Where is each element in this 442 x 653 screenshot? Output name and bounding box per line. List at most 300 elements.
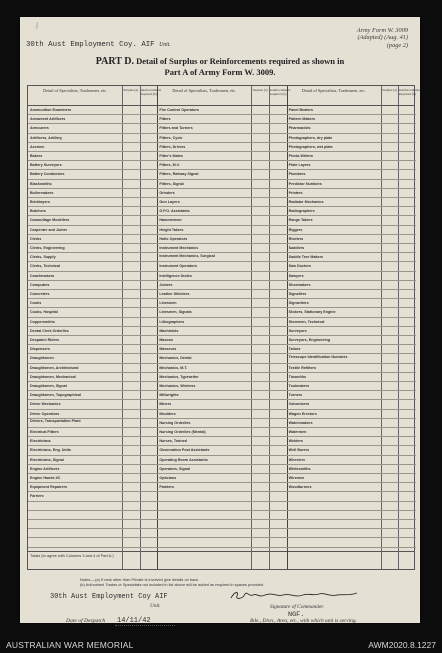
table-row (157, 345, 286, 354)
specialist-name: Range Takers (288, 218, 313, 223)
table-row (157, 437, 286, 446)
specialist-name: Computers (30, 282, 50, 287)
specialist-name: Woodturners (288, 485, 312, 490)
specialist-name: Fitters, Signal (159, 181, 184, 186)
table-row (287, 437, 416, 446)
specialist-name: Ammunition Examiners (30, 108, 72, 112)
table-row (28, 502, 157, 511)
table-row (287, 318, 416, 327)
specialist-name: Clerks, Supply (30, 255, 56, 260)
specialist-name: Pattern Makers (288, 117, 316, 122)
table-row (28, 189, 157, 198)
specialist-name: Well Borers (288, 448, 310, 453)
form-identifier (308, 27, 408, 49)
specialist-name: Operators, Signal (159, 466, 191, 471)
table-row (287, 483, 416, 492)
specialist-name: Butchers (30, 209, 46, 214)
specialist-name: Carpenter and Joiner (30, 227, 68, 232)
specialist-name: Radiographers (288, 209, 315, 214)
table-row (28, 538, 157, 547)
specialist-name: Battery Conductors (30, 172, 65, 177)
table-row (28, 446, 157, 455)
table-row (287, 336, 416, 345)
specialist-name: Shoemakers (288, 282, 311, 287)
specialist-name: Lithographers (159, 319, 185, 324)
table-row (287, 281, 416, 290)
specialist-name: Electricians, Signal (30, 457, 64, 462)
table-row (28, 456, 157, 465)
specialist-name: Saw Doctors (288, 264, 311, 269)
table-row (157, 465, 286, 474)
table-row (157, 446, 286, 455)
table-row (287, 299, 416, 308)
specialist-name: Armament Artificers (30, 117, 66, 122)
commander-signature (225, 589, 375, 601)
specialist-name: Gun Layers (159, 200, 180, 204)
specialist-name: Draughtsmen, Mechanical (30, 374, 76, 379)
table-row (28, 207, 157, 216)
table-row (157, 143, 286, 152)
table-row (287, 152, 416, 161)
table-row (287, 143, 416, 152)
table-row (157, 483, 286, 492)
table-row (157, 492, 286, 501)
specialist-name: Stokers, Stationary Engine (288, 310, 336, 315)
table-row (28, 198, 157, 207)
specialist-name: Tinsmiths (288, 374, 307, 379)
specialist-name: Wheelers (288, 457, 306, 462)
specialist-name: Photographers, wet plate (288, 144, 333, 149)
table-row (287, 400, 416, 409)
table-row (28, 474, 157, 483)
archive-reference: AWM2020.8.1227 (368, 640, 436, 650)
table-row (287, 382, 416, 391)
specialist-name: Plate Layers (288, 163, 311, 168)
archive-name: AUSTRALIAN WAR MEMORIAL (6, 640, 134, 650)
column-header-required: Reinforcements Required (b) (269, 88, 291, 96)
specialist-name: Camouflage Modellers (30, 218, 70, 223)
specialist-name: Fitters and Turners (159, 126, 193, 131)
table-row (287, 327, 416, 336)
column-header-detail: Detail of Specialists, Tradesmen, etc. (43, 88, 107, 93)
specialist-name: Signallers (288, 292, 307, 296)
table-row (28, 391, 157, 400)
table-row (28, 308, 157, 317)
table-row (28, 364, 157, 373)
specialist-name: Coppersmiths (30, 319, 55, 324)
table-row (287, 115, 416, 124)
table-row (157, 124, 286, 133)
table-row (28, 410, 157, 419)
table-row (157, 134, 286, 143)
table-row (28, 520, 157, 529)
specialist-name: Textile Refitters (288, 365, 317, 370)
table-row (157, 308, 286, 317)
specialist-name: Clerks (30, 236, 42, 241)
table-row (28, 161, 157, 170)
title-line2: Part A of Army Form W. 3009. (164, 67, 276, 77)
specialist-name: Engine Hands I/C (30, 476, 61, 480)
table-row (157, 216, 286, 225)
table-row (287, 391, 416, 400)
specialist-name: Machinists (159, 328, 179, 333)
table-row (28, 483, 157, 492)
notes (80, 577, 400, 588)
specialists-table (27, 85, 420, 570)
table-row (157, 262, 286, 271)
table-row (157, 106, 286, 115)
table-row (28, 106, 157, 115)
specialist-name: Concreters (30, 292, 50, 296)
specialist-name: Masons (159, 338, 174, 342)
table-row (28, 529, 157, 538)
specialist-name: Instrument Mechanics, Surgical (159, 253, 215, 258)
specialist-name: Draughtsmen, Topographical (30, 393, 81, 398)
specialist-name: Signwriters (288, 301, 309, 306)
specialist-name: Bricklayers (30, 200, 50, 204)
table-row (28, 492, 157, 501)
specialist-name: Draughtsmen (30, 356, 54, 361)
specialist-name: Draughtsmen, Signal (30, 384, 67, 388)
table-row (28, 419, 157, 428)
specialist-name: Riggers (288, 227, 303, 232)
table-row (28, 143, 157, 152)
specialist-name: Dental Clerk Orderlies (30, 328, 69, 333)
ngf-code: NGF. (288, 611, 305, 619)
specialist-name: Nurses, Trained (159, 439, 187, 444)
table-row (28, 428, 157, 437)
table-row (28, 134, 157, 143)
specialist-name: Moulders (159, 411, 176, 416)
formation-label: Bde., Divn., Area, etc., with which unit is serving. (250, 618, 357, 624)
table-row (287, 161, 416, 170)
table-row (28, 226, 157, 235)
table-row (157, 180, 286, 189)
column-header-surplus: Surplus (a) (381, 88, 397, 92)
specialist-name: Operating Room Assistants (159, 457, 208, 462)
table-row (157, 373, 286, 382)
table-row (287, 198, 416, 207)
specialist-name: Fitters, Cycle (159, 135, 183, 140)
table-row (28, 465, 157, 474)
specialist-name: Welders (288, 439, 303, 444)
form-id-line: (Adapted) (Aug. 41) (357, 34, 408, 42)
table-row (287, 180, 416, 189)
table-row (287, 520, 416, 529)
specialist-name: Blacksmiths (30, 181, 52, 186)
table-row (157, 336, 286, 345)
table-row (157, 253, 286, 262)
specialist-name: Predictor Numbers (288, 181, 322, 186)
table-row (28, 235, 157, 244)
table-row (287, 511, 416, 520)
table-row (157, 152, 286, 161)
table-row (157, 474, 286, 483)
table-row (157, 502, 286, 511)
table-row (287, 262, 416, 271)
table-row (157, 290, 286, 299)
specialist-name: Wiremen (288, 476, 305, 480)
table-row (287, 106, 416, 115)
specialist-name: Turners (288, 393, 303, 398)
specialist-name: Farriers (30, 494, 44, 499)
table-row (287, 410, 416, 419)
table-row (157, 391, 286, 400)
specialist-name: Linesmen (159, 301, 177, 306)
table-row (157, 327, 286, 336)
table-row (28, 272, 157, 281)
specialist-name: Engine Artificers (30, 466, 60, 471)
title-line1: Detail of Surplus or Reinforcements required as shown in (136, 56, 345, 66)
table-row (28, 437, 157, 446)
specialist-name: Panel Beaters (288, 108, 314, 112)
table-row (287, 446, 416, 455)
table-row (287, 207, 416, 216)
specialist-name: Fitters (159, 117, 171, 122)
specialist-name: Linesmen, Signals (159, 310, 192, 315)
specialist-name: Mechanics, Typewriter (159, 374, 199, 379)
table-row (287, 124, 416, 133)
specialist-name: Vulcanisers (288, 402, 310, 407)
table-row (28, 152, 157, 161)
footer-unit-label: Unit. (150, 603, 161, 609)
table-row (157, 189, 286, 198)
column-header-surplus: Surplus (a) (252, 88, 268, 92)
specialist-name: Electrical Fitters (30, 430, 59, 434)
column-header-detail: Detail of Specialists, Tradesmen, etc. (172, 88, 237, 93)
table-row (287, 272, 416, 281)
specialist-name: Dispensers (30, 347, 50, 352)
specialist-name: Hammermen (159, 218, 182, 223)
table-row (287, 189, 416, 198)
table-row (28, 216, 157, 225)
table-row (28, 400, 157, 409)
specialist-name: Wagon Erectors (288, 411, 317, 416)
table-row (28, 115, 157, 124)
specialist-name: Equipment Repairers (30, 485, 68, 490)
specialist-name: Photographers, dry plate (288, 135, 333, 140)
table-row (287, 364, 416, 373)
table-row (287, 354, 416, 363)
table-row (157, 410, 286, 419)
note-a: Notes.—(a) If rank other than Private is involved give details on back. (80, 577, 200, 582)
despatch-label: Date of Despatch (66, 618, 106, 624)
table-row (287, 419, 416, 428)
totals-label: Totals (to agree with Columns 3 and 4 of Part A.) (30, 553, 114, 558)
footer-unit-value: 30th Aust Employment Coy AIF (50, 593, 168, 601)
specialist-name: Opticians (159, 476, 177, 480)
table-row (28, 244, 157, 253)
table-row (28, 262, 157, 271)
table-row (287, 538, 416, 547)
note-b: (b) Authorised Trades or Specialists not included in list above will be added as required in spaces provided. (80, 582, 265, 588)
table-row (157, 318, 286, 327)
table-row (287, 134, 416, 143)
table-row (28, 299, 157, 308)
table-row (28, 511, 157, 520)
specialist-name: Mechanics, M.T. (159, 365, 188, 370)
unit-label: Unit. (159, 42, 171, 48)
specialist-name: Despatch Riders (30, 338, 60, 342)
table-row (287, 428, 416, 437)
table-row (28, 382, 157, 391)
specialist-name: Grinders (159, 190, 175, 195)
specialist-name: Nursing Orderlies (Mental) (159, 430, 206, 434)
specialist-name: Electricians (30, 439, 51, 444)
table-row (287, 465, 416, 474)
table-row (157, 428, 286, 437)
table-row (287, 502, 416, 511)
specialist-name: Draughtsmen, Architectural (30, 365, 79, 370)
table-row (287, 529, 416, 538)
form-id-line: Army Form W. 3009 (356, 27, 408, 34)
specialist-name: Masseurs (159, 347, 177, 352)
specialist-name: Mechanics, Wireless (159, 384, 196, 388)
table-row (157, 354, 286, 363)
specialist-name: Surveyors (288, 328, 307, 333)
table-row (157, 419, 286, 428)
table-row (287, 170, 416, 179)
unit-line (26, 41, 171, 49)
table-row (157, 529, 286, 538)
specialist-name: Joiners (159, 282, 173, 287)
specialist-name: Telescope Identification Numbers (288, 354, 348, 359)
table-row (157, 161, 286, 170)
table-row (28, 253, 157, 262)
table-row (157, 170, 286, 179)
table-row (157, 511, 286, 520)
specialist-name: Battery Surveyors (30, 163, 62, 168)
column-header-required: Reinforcements Required (b) (398, 88, 420, 96)
specialist-name: Watchmakers (288, 420, 313, 425)
table-row (157, 538, 286, 547)
table-row (157, 520, 286, 529)
table-row (157, 226, 286, 235)
specialist-name: Storemen, Technical (288, 319, 325, 324)
table-row (287, 216, 416, 225)
table-row (157, 235, 286, 244)
table-row (28, 124, 157, 133)
column-header-required: Reinforcements Required (b) (139, 88, 162, 96)
specialist-name: Clerks, Technical (30, 264, 61, 269)
table-row (157, 364, 286, 373)
specialist-name: Fitter's Mates (159, 154, 183, 158)
specialist-name: Cooks, Hospital (30, 310, 58, 315)
specialist-name: Electricians, Eng. Units (30, 448, 71, 453)
specialist-name: Mechanics, Dental (159, 356, 192, 361)
table-row (28, 336, 157, 345)
specialist-name: Hollo Operators (159, 236, 188, 241)
table-row (287, 226, 416, 235)
specialist-name: Artificers, Artillery (30, 135, 63, 140)
specialist-name: Coachmakers (30, 273, 55, 278)
form-id-line: (page 2) (386, 41, 408, 49)
table-row (157, 299, 286, 308)
specialist-name: Boilermakers (30, 190, 54, 195)
specialist-name: Tailors (288, 347, 301, 352)
specialist-name: Plumbers (288, 172, 306, 177)
specialist-name: Surveyors, Engineering (288, 338, 331, 342)
table-row (157, 115, 286, 124)
totals-divider (28, 551, 414, 552)
specialist-name: Printers (288, 190, 303, 195)
specialist-name: Fitters, Railway Signal (159, 172, 199, 177)
table-row (287, 308, 416, 317)
specialist-name: Whitesmiths (288, 466, 311, 471)
table-row (157, 382, 286, 391)
table-row (287, 290, 416, 299)
punch-mark: ʃ (36, 23, 38, 29)
specialist-name: Painters (159, 485, 174, 490)
table-row (28, 318, 157, 327)
table-row (157, 281, 286, 290)
table-row (28, 373, 157, 382)
specialist-name: Observation Post Assistants (159, 448, 210, 453)
specialist-name: Bakers (30, 154, 43, 158)
table-row (28, 170, 157, 179)
table-row (28, 327, 157, 336)
table-row (28, 281, 157, 290)
table-row (287, 253, 416, 262)
specialist-name: Watermen (288, 430, 307, 434)
table-row (287, 244, 416, 253)
specialist-name: Miners (159, 402, 172, 407)
specialist-name: Fitters, M.V. (159, 163, 180, 168)
specialist-name: Instrument Operators (159, 264, 198, 269)
table-row (28, 290, 157, 299)
table-row (287, 373, 416, 382)
specialist-name: Radiator Mechanics (288, 200, 324, 204)
table-row (287, 492, 416, 501)
despatch-date: 14/11/42 (117, 617, 151, 625)
table-row (287, 345, 416, 354)
table-row (157, 272, 286, 281)
specialist-name: Pharmacists (288, 126, 311, 131)
specialist-name: Driver Operators (30, 411, 60, 416)
part-label: PART D. (95, 56, 134, 67)
specialist-name: Leather Stitchers (159, 292, 190, 296)
table-row (287, 456, 416, 465)
table-row (157, 456, 286, 465)
table-row (157, 207, 286, 216)
specialist-name: Fire Control Operators (159, 108, 199, 112)
specialist-name: Nursing Orderlies (159, 420, 191, 425)
specialist-name: Axemen (30, 144, 45, 149)
specialist-name: Millwrights (159, 393, 179, 398)
specialist-name: Armourers (30, 126, 49, 131)
signature-label: Signature of Commander. (270, 604, 325, 610)
table-row (157, 244, 286, 253)
specialist-name: Sawyers (288, 273, 304, 278)
specialist-name: Driver Mechanics (30, 402, 61, 407)
specialist-name: Saddle Tree Makers (288, 255, 324, 260)
column-header-surplus: Surplus (a) (123, 88, 139, 92)
form-title (20, 56, 420, 78)
specialist-name: Fitters, Drivers (159, 144, 186, 149)
specialist-name: Saddlers (288, 246, 305, 250)
table-row (287, 235, 416, 244)
specialist-name: Riveters (288, 236, 304, 241)
specialist-name: Instrument Mechanics (159, 246, 199, 250)
unit-value: 30th Aust Employment Coy. AIF (26, 41, 155, 49)
specialist-name: G.P.O. Assistants (159, 209, 190, 214)
specialist-name: Intelligence Duties (159, 273, 192, 278)
table-row (157, 198, 286, 207)
column-header-detail: Detail of Specialists, Tradesmen, etc. (301, 88, 366, 93)
specialist-name: Photo-Writers (288, 154, 313, 158)
specialist-name: Clerks, Engineering (30, 246, 65, 250)
form-page (20, 17, 420, 623)
